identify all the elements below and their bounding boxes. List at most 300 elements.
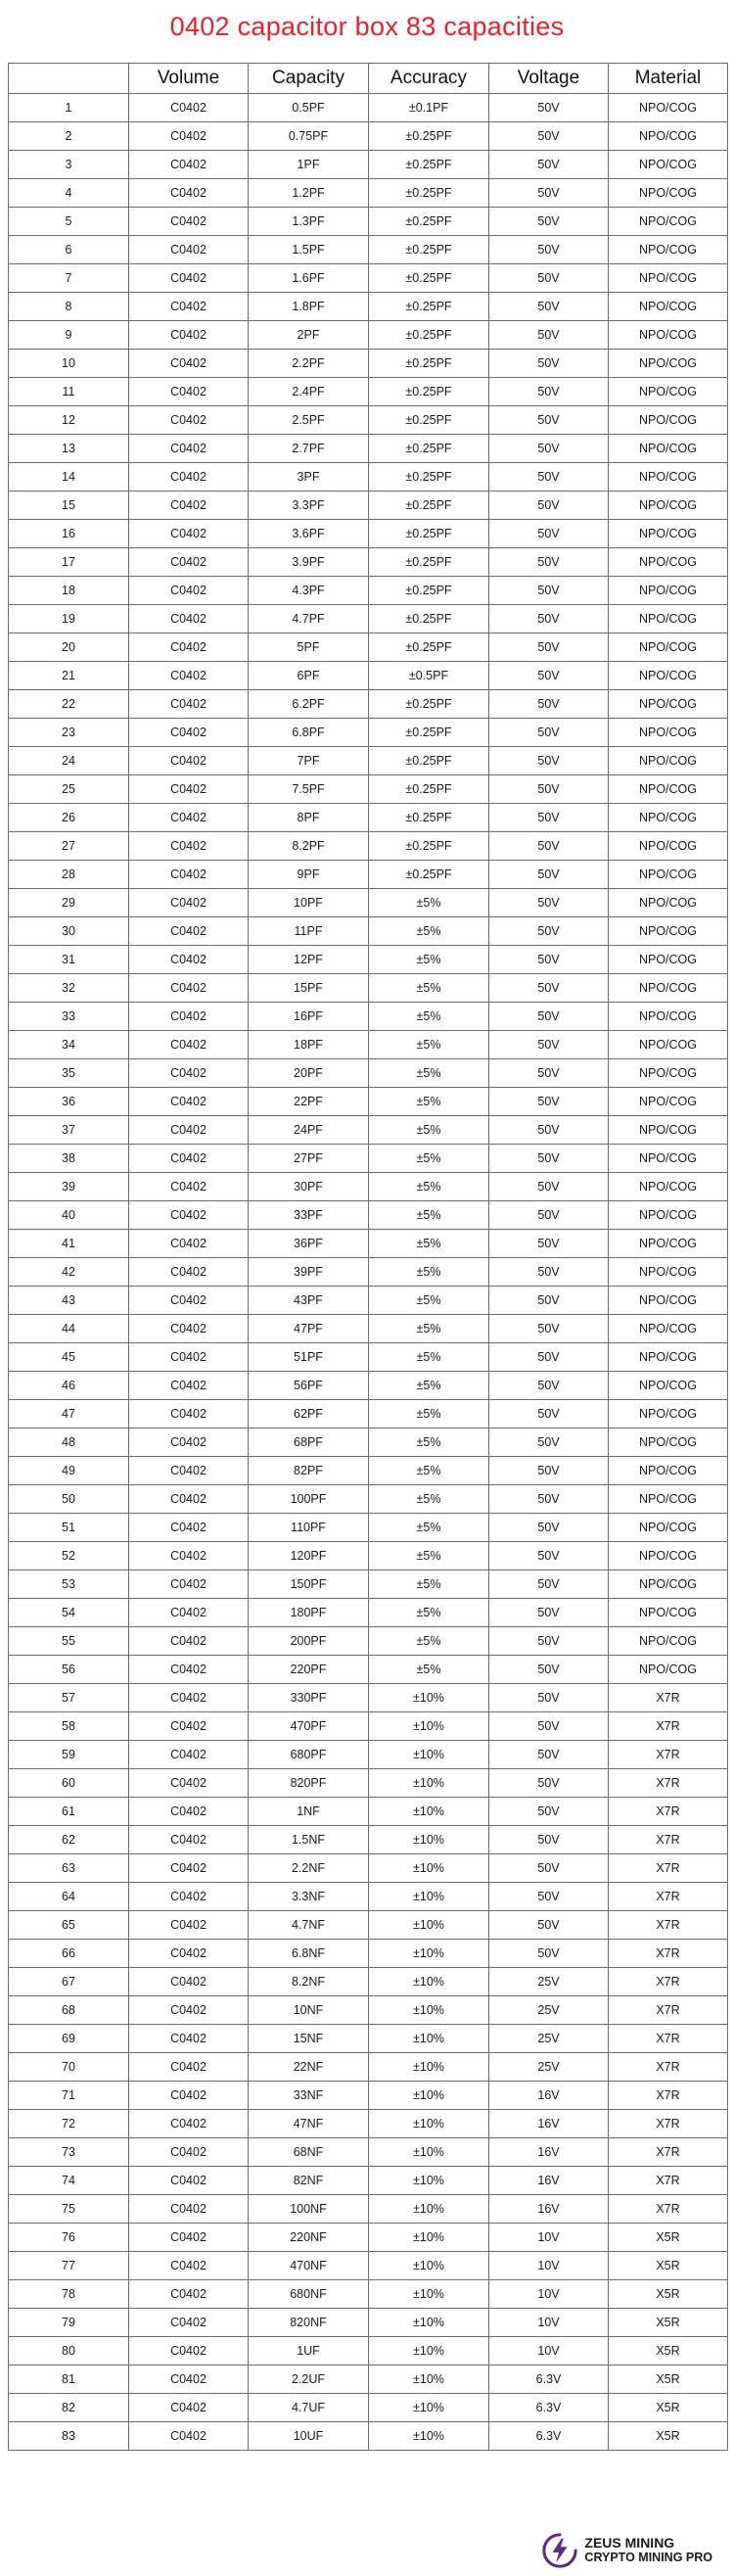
index-cell: 42 (9, 1258, 129, 1287)
material-cell: NPO/COG (609, 605, 728, 633)
capacity-cell: 1.6PF (249, 264, 369, 293)
material-cell: NPO/COG (609, 1514, 728, 1542)
voltage-cell: 50V (489, 1769, 609, 1798)
volume-cell: C0402 (129, 2025, 249, 2053)
volume-cell: C0402 (129, 861, 249, 889)
material-cell: NPO/COG (609, 1315, 728, 1343)
voltage-cell: 50V (489, 1542, 609, 1570)
material-cell: NPO/COG (609, 974, 728, 1003)
index-cell: 66 (9, 1940, 129, 1968)
material-cell: X5R (609, 2394, 728, 2422)
table-row (9, 435, 728, 463)
material-cell: NPO/COG (609, 1372, 728, 1400)
table-row (9, 2110, 728, 2138)
capacity-cell: 9PF (249, 861, 369, 889)
accuracy-cell: ±5% (369, 1230, 489, 1258)
accuracy-cell: ±5% (369, 1570, 489, 1599)
index-cell: 75 (9, 2195, 129, 2224)
volume-cell: C0402 (129, 2280, 249, 2309)
table-row (9, 378, 728, 406)
material-cell: NPO/COG (609, 350, 728, 378)
capacity-cell: 1.5PF (249, 236, 369, 264)
accuracy-cell: ±0.25PF (369, 463, 489, 492)
accuracy-cell: ±0.25PF (369, 236, 489, 264)
brand-footer (541, 2529, 712, 2572)
index-cell: 14 (9, 463, 129, 492)
voltage-cell: 25V (489, 1968, 609, 1996)
material-cell: X7R (609, 1798, 728, 1826)
index-cell: 56 (9, 1656, 129, 1684)
material-cell: NPO/COG (609, 747, 728, 775)
index-cell: 43 (9, 1287, 129, 1315)
index-cell: 13 (9, 435, 129, 463)
accuracy-cell: ±5% (369, 889, 489, 917)
accuracy-cell: ±0.25PF (369, 122, 489, 151)
voltage-cell: 50V (489, 1883, 609, 1911)
voltage-cell: 50V (489, 548, 609, 577)
material-cell: NPO/COG (609, 690, 728, 719)
index-cell: 36 (9, 1088, 129, 1116)
table-row (9, 1116, 728, 1145)
capacity-cell: 180PF (249, 1599, 369, 1627)
capacity-cell: 4.7NF (249, 1911, 369, 1940)
capacity-cell: 820PF (249, 1769, 369, 1798)
capacity-cell: 220NF (249, 2224, 369, 2252)
table-row (9, 946, 728, 974)
accuracy-cell: ±5% (369, 1542, 489, 1570)
accuracy-cell: ±10% (369, 1712, 489, 1741)
header-index (9, 64, 129, 94)
table-row (9, 832, 728, 861)
index-cell: 35 (9, 1059, 129, 1088)
voltage-cell: 50V (489, 1570, 609, 1599)
capacity-cell: 15PF (249, 974, 369, 1003)
index-cell: 59 (9, 1741, 129, 1769)
accuracy-cell: ±5% (369, 1457, 489, 1485)
capacity-cell: 3PF (249, 463, 369, 492)
accuracy-cell: ±5% (369, 1656, 489, 1684)
table-row (9, 889, 728, 917)
voltage-cell: 50V (489, 1940, 609, 1968)
accuracy-cell: ±10% (369, 1996, 489, 2025)
volume-cell: C0402 (129, 1940, 249, 1968)
material-cell: NPO/COG (609, 264, 728, 293)
index-cell: 26 (9, 804, 129, 832)
capacity-cell: 2.5PF (249, 406, 369, 435)
voltage-cell: 50V (489, 747, 609, 775)
capacity-cell: 110PF (249, 1514, 369, 1542)
volume-cell: C0402 (129, 1826, 249, 1854)
accuracy-cell: ±5% (369, 946, 489, 974)
capacity-cell: 220PF (249, 1656, 369, 1684)
capacity-cell: 2PF (249, 321, 369, 350)
material-cell: NPO/COG (609, 1201, 728, 1230)
voltage-cell: 50V (489, 775, 609, 804)
table-row (9, 2224, 728, 2252)
material-cell: NPO/COG (609, 1088, 728, 1116)
capacity-cell: 150PF (249, 1570, 369, 1599)
table-row (9, 861, 728, 889)
material-cell: NPO/COG (609, 1145, 728, 1173)
table-row (9, 1627, 728, 1656)
voltage-cell: 10V (489, 2280, 609, 2309)
material-cell: X7R (609, 2110, 728, 2138)
material-cell: NPO/COG (609, 1003, 728, 1031)
capacity-cell: 3.3PF (249, 492, 369, 520)
index-cell: 67 (9, 1968, 129, 1996)
table-row (9, 719, 728, 747)
table-row (9, 605, 728, 633)
accuracy-cell: ±5% (369, 1485, 489, 1514)
lightning-bolt-icon (541, 2532, 578, 2569)
table-row (9, 406, 728, 435)
table-row (9, 1911, 728, 1940)
index-cell: 11 (9, 378, 129, 406)
accuracy-cell: ±5% (369, 1145, 489, 1173)
volume-cell: C0402 (129, 946, 249, 974)
volume-cell: C0402 (129, 2337, 249, 2365)
material-cell: NPO/COG (609, 1116, 728, 1145)
voltage-cell: 50V (489, 1059, 609, 1088)
voltage-cell: 50V (489, 1173, 609, 1201)
index-cell: 60 (9, 1769, 129, 1798)
index-cell: 4 (9, 179, 129, 208)
table-row (9, 1173, 728, 1201)
index-cell: 30 (9, 917, 129, 946)
voltage-cell: 50V (489, 577, 609, 605)
accuracy-cell: ±0.5PF (369, 662, 489, 690)
capacity-cell: 68NF (249, 2138, 369, 2167)
capacity-cell: 2.2UF (249, 2365, 369, 2394)
material-cell: NPO/COG (609, 151, 728, 179)
accuracy-cell: ±10% (369, 2309, 489, 2337)
capacity-cell: 2.4PF (249, 378, 369, 406)
volume-cell: C0402 (129, 1400, 249, 1429)
table-row (9, 1514, 728, 1542)
capacity-cell: 6PF (249, 662, 369, 690)
table-row (9, 2365, 728, 2394)
material-cell: NPO/COG (609, 804, 728, 832)
table-row (9, 2337, 728, 2365)
voltage-cell: 50V (489, 633, 609, 662)
index-cell: 55 (9, 1627, 129, 1656)
table-row (9, 2280, 728, 2309)
voltage-cell: 50V (489, 804, 609, 832)
material-cell: NPO/COG (609, 122, 728, 151)
volume-cell: C0402 (129, 179, 249, 208)
index-cell: 40 (9, 1201, 129, 1230)
index-cell: 54 (9, 1599, 129, 1627)
volume-cell: C0402 (129, 1343, 249, 1372)
index-cell: 80 (9, 2337, 129, 2365)
header-material: Material (609, 64, 728, 94)
table-row (9, 917, 728, 946)
volume-cell: C0402 (129, 1372, 249, 1400)
index-cell: 1 (9, 94, 129, 122)
material-cell: NPO/COG (609, 492, 728, 520)
voltage-cell: 50V (489, 1712, 609, 1741)
table-row (9, 1088, 728, 1116)
index-cell: 63 (9, 1854, 129, 1883)
accuracy-cell: ±5% (369, 917, 489, 946)
accuracy-cell: ±5% (369, 1287, 489, 1315)
capacity-cell: 4.7PF (249, 605, 369, 633)
accuracy-cell: ±0.25PF (369, 350, 489, 378)
accuracy-cell: ±5% (369, 1400, 489, 1429)
voltage-cell: 50V (489, 1003, 609, 1031)
voltage-cell: 50V (489, 1343, 609, 1372)
volume-cell: C0402 (129, 1031, 249, 1059)
volume-cell: C0402 (129, 208, 249, 236)
volume-cell: C0402 (129, 633, 249, 662)
material-cell: NPO/COG (609, 1287, 728, 1315)
table-row (9, 236, 728, 264)
index-cell: 73 (9, 2138, 129, 2167)
index-cell: 28 (9, 861, 129, 889)
table-row (9, 1996, 728, 2025)
material-cell: NPO/COG (609, 435, 728, 463)
index-cell: 53 (9, 1570, 129, 1599)
table-row (9, 1145, 728, 1173)
accuracy-cell: ±0.25PF (369, 378, 489, 406)
material-cell: X7R (609, 1769, 728, 1798)
index-cell: 29 (9, 889, 129, 917)
index-cell: 58 (9, 1712, 129, 1741)
material-cell: NPO/COG (609, 917, 728, 946)
capacity-cell: 8.2PF (249, 832, 369, 861)
capacity-cell: 18PF (249, 1031, 369, 1059)
table-row (9, 1400, 728, 1429)
voltage-cell: 50V (489, 463, 609, 492)
accuracy-cell: ±0.25PF (369, 492, 489, 520)
material-cell: NPO/COG (609, 94, 728, 122)
accuracy-cell: ±0.25PF (369, 520, 489, 548)
voltage-cell: 50V (489, 321, 609, 350)
accuracy-cell: ±0.25PF (369, 435, 489, 463)
accuracy-cell: ±5% (369, 1627, 489, 1656)
accuracy-cell: ±10% (369, 1968, 489, 1996)
accuracy-cell: ±0.25PF (369, 179, 489, 208)
index-cell: 18 (9, 577, 129, 605)
volume-cell: C0402 (129, 1315, 249, 1343)
volume-cell: C0402 (129, 1059, 249, 1088)
page-title: 0402 capacitor box 83 capacities (169, 12, 565, 41)
capacity-cell: 6.8PF (249, 719, 369, 747)
material-cell: NPO/COG (609, 1230, 728, 1258)
voltage-cell: 50V (489, 1741, 609, 1769)
material-cell: X7R (609, 1684, 728, 1712)
voltage-cell: 50V (489, 690, 609, 719)
accuracy-cell: ±10% (369, 1769, 489, 1798)
table-row (9, 1656, 728, 1684)
voltage-cell: 25V (489, 2025, 609, 2053)
capacity-cell: 200PF (249, 1627, 369, 1656)
volume-cell: C0402 (129, 122, 249, 151)
accuracy-cell: ±0.25PF (369, 775, 489, 804)
table-row (9, 1429, 728, 1457)
capacity-cell: 470PF (249, 1712, 369, 1741)
volume-cell: C0402 (129, 1627, 249, 1656)
volume-cell: C0402 (129, 2138, 249, 2167)
material-cell: X7R (609, 1883, 728, 1911)
capacity-cell: 20PF (249, 1059, 369, 1088)
voltage-cell: 50V (489, 1088, 609, 1116)
capacity-cell: 82NF (249, 2167, 369, 2195)
accuracy-cell: ±0.25PF (369, 577, 489, 605)
voltage-cell: 50V (489, 1429, 609, 1457)
table-row (9, 94, 728, 122)
volume-cell: C0402 (129, 1116, 249, 1145)
voltage-cell: 25V (489, 1996, 609, 2025)
capacity-cell: 680PF (249, 1741, 369, 1769)
accuracy-cell: ±10% (369, 2082, 489, 2110)
accuracy-cell: ±10% (369, 1741, 489, 1769)
index-cell: 9 (9, 321, 129, 350)
capacity-cell: 1NF (249, 1798, 369, 1826)
index-cell: 2 (9, 122, 129, 151)
accuracy-cell: ±10% (369, 2280, 489, 2309)
voltage-cell: 50V (489, 1826, 609, 1854)
voltage-cell: 10V (489, 2309, 609, 2337)
accuracy-cell: ±5% (369, 1599, 489, 1627)
table-row (9, 1003, 728, 1031)
table-row (9, 350, 728, 378)
voltage-cell: 50V (489, 605, 609, 633)
voltage-cell: 50V (489, 1116, 609, 1145)
index-cell: 8 (9, 293, 129, 321)
voltage-cell: 50V (489, 435, 609, 463)
voltage-cell: 16V (489, 2110, 609, 2138)
volume-cell: C0402 (129, 1798, 249, 1826)
capacity-cell: 470NF (249, 2252, 369, 2280)
capacity-cell: 33NF (249, 2082, 369, 2110)
capacity-cell: 100NF (249, 2195, 369, 2224)
capacity-cell: 2.7PF (249, 435, 369, 463)
accuracy-cell: ±10% (369, 2138, 489, 2167)
voltage-cell: 50V (489, 917, 609, 946)
table-row (9, 293, 728, 321)
voltage-cell: 50V (489, 1798, 609, 1826)
volume-cell: C0402 (129, 719, 249, 747)
voltage-cell: 50V (489, 1287, 609, 1315)
index-cell: 15 (9, 492, 129, 520)
accuracy-cell: ±10% (369, 2252, 489, 2280)
capacity-cell: 1.2PF (249, 179, 369, 208)
table-row (9, 2195, 728, 2224)
capacity-cell: 22PF (249, 1088, 369, 1116)
capacity-cell: 39PF (249, 1258, 369, 1287)
voltage-cell: 50V (489, 662, 609, 690)
material-cell: NPO/COG (609, 1031, 728, 1059)
table-row (9, 151, 728, 179)
capacity-cell: 2.2PF (249, 350, 369, 378)
material-cell: NPO/COG (609, 378, 728, 406)
capacity-cell: 680NF (249, 2280, 369, 2309)
capacitor-table (8, 63, 728, 2451)
accuracy-cell: ±10% (369, 2365, 489, 2394)
material-cell: NPO/COG (609, 946, 728, 974)
accuracy-cell: ±10% (369, 2167, 489, 2195)
volume-cell: C0402 (129, 1769, 249, 1798)
volume-cell: C0402 (129, 1230, 249, 1258)
table-row (9, 208, 728, 236)
capacity-cell: 5PF (249, 633, 369, 662)
capacity-cell: 0.75PF (249, 122, 369, 151)
table-row (9, 1287, 728, 1315)
volume-cell: C0402 (129, 2195, 249, 2224)
material-cell: X7R (609, 1741, 728, 1769)
accuracy-cell: ±10% (369, 2195, 489, 2224)
index-cell: 10 (9, 350, 129, 378)
material-cell: NPO/COG (609, 1599, 728, 1627)
volume-cell: C0402 (129, 974, 249, 1003)
material-cell: NPO/COG (609, 236, 728, 264)
table-row (9, 2053, 728, 2082)
accuracy-cell: ±0.25PF (369, 804, 489, 832)
material-cell: NPO/COG (609, 719, 728, 747)
table-row (9, 2167, 728, 2195)
material-cell: NPO/COG (609, 1656, 728, 1684)
voltage-cell: 50V (489, 1400, 609, 1429)
material-cell: NPO/COG (609, 1059, 728, 1088)
capacity-cell: 3.9PF (249, 548, 369, 577)
table-row (9, 520, 728, 548)
volume-cell: C0402 (129, 1145, 249, 1173)
capacity-cell: 100PF (249, 1485, 369, 1514)
material-cell: NPO/COG (609, 1627, 728, 1656)
accuracy-cell: ±10% (369, 2025, 489, 2053)
voltage-cell: 50V (489, 1599, 609, 1627)
table-row (9, 122, 728, 151)
table-row (9, 1798, 728, 1826)
index-cell: 72 (9, 2110, 129, 2138)
capacity-cell: 4.7UF (249, 2394, 369, 2422)
material-cell: X7R (609, 2167, 728, 2195)
volume-cell: C0402 (129, 1599, 249, 1627)
accuracy-cell: ±0.25PF (369, 719, 489, 747)
material-cell: NPO/COG (609, 321, 728, 350)
accuracy-cell: ±0.25PF (369, 208, 489, 236)
index-cell: 78 (9, 2280, 129, 2309)
volume-cell: C0402 (129, 1911, 249, 1940)
voltage-cell: 6.3V (489, 2394, 609, 2422)
header-accuracy: Accuracy (369, 64, 489, 94)
voltage-cell: 50V (489, 1258, 609, 1287)
accuracy-cell: ±10% (369, 1684, 489, 1712)
volume-cell: C0402 (129, 2422, 249, 2451)
table-row (9, 974, 728, 1003)
volume-cell: C0402 (129, 2053, 249, 2082)
volume-cell: C0402 (129, 1883, 249, 1911)
volume-cell: C0402 (129, 2252, 249, 2280)
accuracy-cell: ±0.25PF (369, 861, 489, 889)
table-row (9, 1599, 728, 1627)
index-cell: 37 (9, 1116, 129, 1145)
voltage-cell: 50V (489, 832, 609, 861)
table-row (9, 1031, 728, 1059)
index-cell: 34 (9, 1031, 129, 1059)
voltage-cell: 50V (489, 350, 609, 378)
table-row (9, 492, 728, 520)
accuracy-cell: ±10% (369, 2394, 489, 2422)
volume-cell: C0402 (129, 1003, 249, 1031)
table-row (9, 1457, 728, 1485)
index-cell: 32 (9, 974, 129, 1003)
material-cell: X7R (609, 2053, 728, 2082)
table-row (9, 1315, 728, 1343)
capacity-cell: 47PF (249, 1315, 369, 1343)
accuracy-cell: ±10% (369, 2224, 489, 2252)
